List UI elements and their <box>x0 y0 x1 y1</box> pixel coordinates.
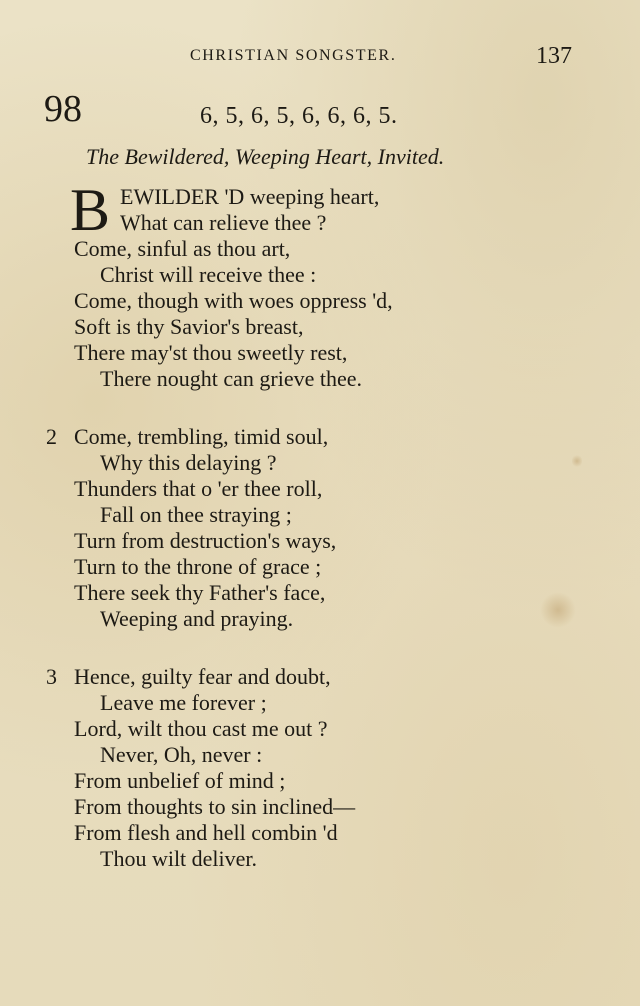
verse-line: What can relieve thee ? <box>120 210 327 235</box>
paper-stain <box>540 592 576 628</box>
running-title: CHRISTIAN SONGSTER. <box>190 47 397 64</box>
verse-line: There seek thy Father's face, <box>74 580 326 605</box>
verse-number: 3 <box>46 664 57 689</box>
verse-line: From flesh and hell combin 'd <box>74 820 338 845</box>
hymn-title: The Bewildered, Weeping Heart, Invited. <box>86 144 445 169</box>
verse-line: Lord, wilt thou cast me out ? <box>74 716 328 741</box>
verse-line: From unbelief of mind ; <box>74 768 286 793</box>
verse-line: Thunders that o 'er thee roll, <box>74 476 323 501</box>
paper-stain <box>572 454 582 468</box>
verse-line: Come, trembling, timid soul, <box>74 424 329 449</box>
verse-line: EWILDER 'D weeping heart, <box>120 184 380 209</box>
verse-line: Soft is thy Savior's breast, <box>74 314 304 339</box>
page-number: 137 <box>536 43 572 69</box>
running-head <box>0 40 640 72</box>
verse-line: Hence, guilty fear and doubt, <box>74 664 331 689</box>
verse-line: Why this delaying ? <box>100 450 277 475</box>
verse-line: From thoughts to sin inclined— <box>74 794 356 819</box>
verse-line: Christ will receive thee : <box>100 262 317 287</box>
verse-line: There nought can grieve thee. <box>100 366 363 391</box>
hymn-meter: 6, 5, 6, 5, 6, 6, 6, 5. <box>200 103 398 129</box>
verse-line: Weeping and praying. <box>100 606 294 631</box>
verse-line: Come, though with woes oppress 'd, <box>74 288 393 313</box>
verse-line: Leave me forever ; <box>100 690 267 715</box>
verse-line: Never, Oh, never : <box>100 742 263 767</box>
drop-cap: B <box>70 177 111 243</box>
verse-line: Turn from destruction's ways, <box>74 528 337 553</box>
verse-line: Come, sinful as thou art, <box>74 236 291 261</box>
verse-number: 2 <box>46 424 57 449</box>
verse-line: Fall on thee straying ; <box>100 502 292 527</box>
verse-line: There may'st thou sweetly rest, <box>74 340 348 365</box>
hymn-number: 98 <box>44 88 82 130</box>
verse-line: Turn to the throne of grace ; <box>74 554 322 579</box>
verse-line: Thou wilt deliver. <box>100 846 258 871</box>
